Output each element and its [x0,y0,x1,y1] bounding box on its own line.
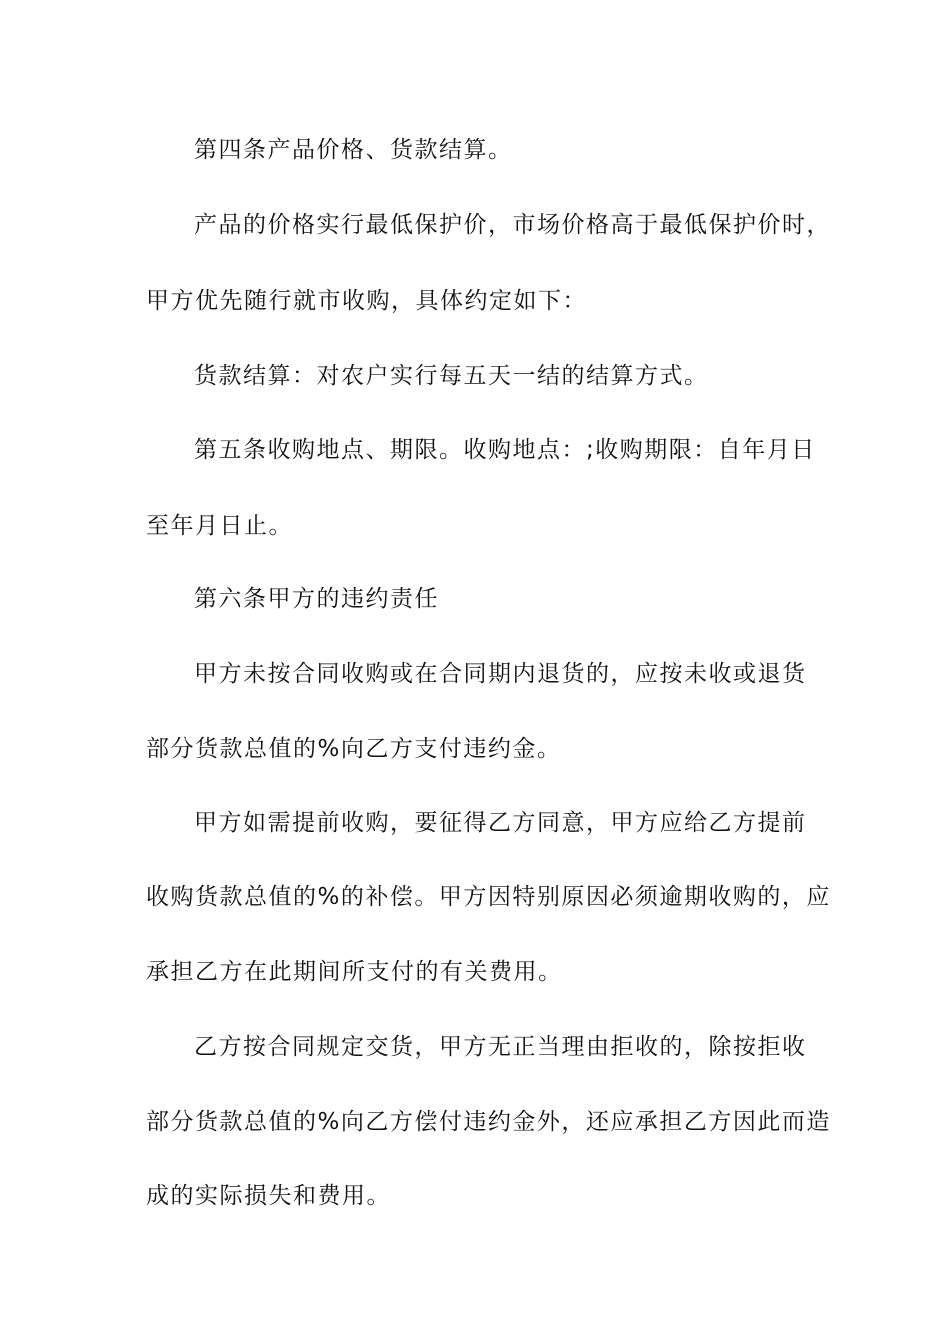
article-4-heading: 第四条产品价格、货款结算。 [194,137,513,163]
article-6-heading: 第六条甲方的违约责任 [194,586,439,612]
paragraph-line: 部分货款总值的%向乙方支付违约金。 [146,736,562,762]
paragraph-line: 甲方优先随行就市收购，具体约定如下： [146,288,587,314]
article-5-heading: 第五条收购地点、期限。收购地点：;收购期限：自年月日 [194,437,816,463]
paragraph-line: 货款结算：对农户实行每五天一结的结算方式。 [194,363,709,389]
paragraph-line: 收购货款总值的%的补偿。甲方因特别原因必须逾期收购的，应 [146,884,831,910]
paragraph-line: 产品的价格实行最低保护价，市场价格高于最低保护价时， [194,212,831,238]
paragraph-line: 乙方按合同规定交货，甲方无正当理由拒收的，除按拒收 [194,1034,807,1060]
paragraph-line: 甲方未按合同收购或在合同期内退货的，应按未收或退货 [194,661,807,687]
paragraph-line: 承担乙方在此期间所支付的有关费用。 [146,959,563,985]
paragraph-line: 甲方如需提前收购，要征得乙方同意，甲方应给乙方提前 [194,810,807,836]
paragraph-line: 部分货款总值的%向乙方偿付违约金外，还应承担乙方因此而造 [146,1109,831,1135]
paragraph-line: 成的实际损失和费用。 [146,1183,391,1209]
paragraph-line: 至年月日止。 [146,513,293,539]
